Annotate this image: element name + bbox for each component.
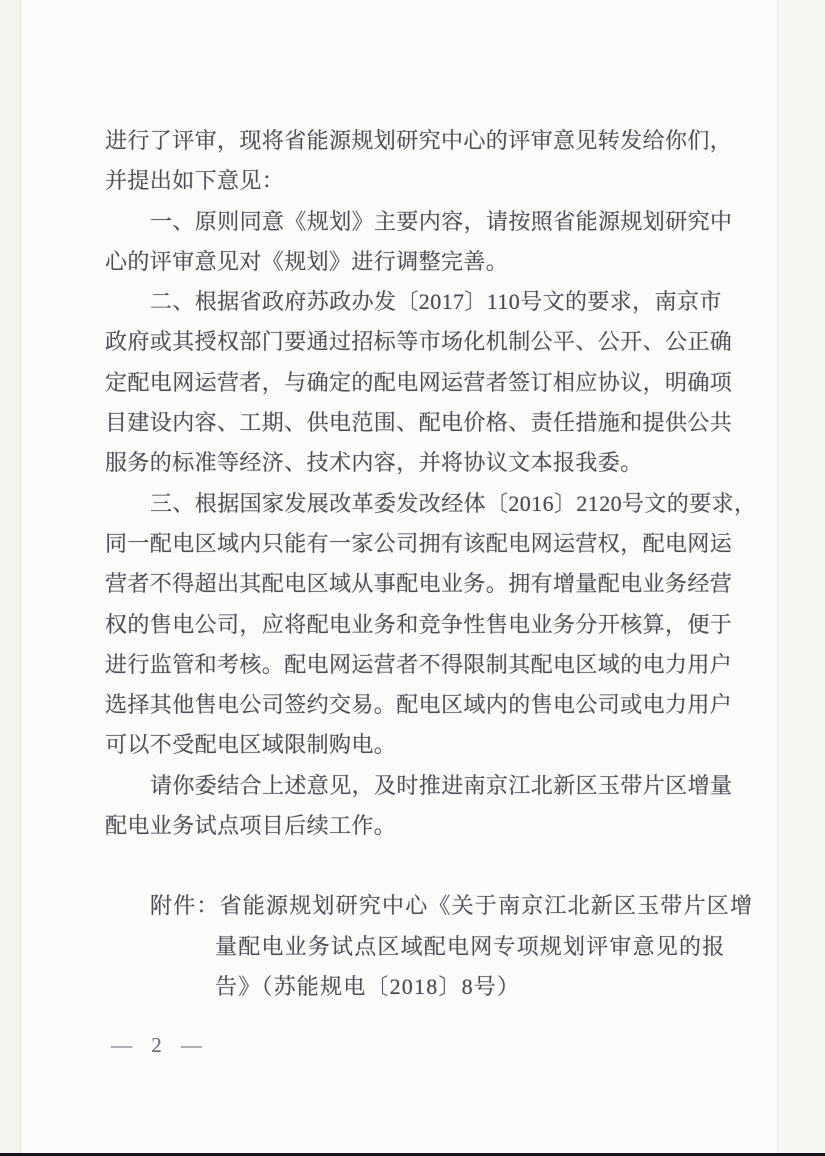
- body-text-line: 二、根据省政府苏政办发〔2017〕110号文的要求，南京市: [150, 289, 722, 315]
- body-text-line: 进行监管和考核。配电网运营者不得限制其配电区域的电力用户: [105, 651, 733, 677]
- scan-right-edge: [778, 0, 825, 1156]
- page-number: — 2 —: [111, 1033, 209, 1057]
- body-text-line: 选择其他售电公司签约交易。配电区域内的售电公司或电力用户: [105, 692, 733, 718]
- body-text-line: 一、原则同意《规划》主要内容，请按照省能源规划研究中: [150, 208, 733, 234]
- attachment-line: 告》（苏能规电〔2018〕8号）: [215, 973, 521, 999]
- attachment-line: 附件：省能源规划研究中心《关于南京江北新区玉带片区增: [150, 893, 754, 919]
- body-text-line: 服务的标准等经济、技术内容，并将协议文本报我委。: [105, 450, 643, 476]
- body-text-line: 配电业务试点项目后续工作。: [105, 813, 397, 839]
- body-text-line: 并提出如下意见：: [105, 168, 285, 194]
- attachment-note: [105, 886, 765, 1007]
- scan-right-edge-line: [777, 0, 778, 1156]
- body-text-line: 心的评审意见对《规划》进行调整完善。: [105, 248, 509, 274]
- body-text-line: 同一配电区域内只能有一家公司拥有该配电网运营权，配电网运: [105, 530, 733, 556]
- body-text-line: 权的售电公司，应将配电业务和竞争性售电业务分开核算，便于: [105, 611, 733, 637]
- body-text-line: 进行了评审，现将省能源规划研究中心的评审意见转发给你们，: [105, 128, 733, 153]
- body-text-line: 定配电网运营者，与确定的配电网运营者签订相应协议，明确项: [105, 369, 733, 395]
- body-text-line: 请你委结合上述意见，及时推进南京江北新区玉带片区增量: [150, 772, 733, 798]
- body-text-line: 可以不受配电区域限制购电。: [105, 732, 397, 758]
- body-text-line: 政府或其授权部门要通过招标等市场化机制公平、公开、公正确: [105, 329, 733, 355]
- document-body: [105, 121, 765, 1007]
- attachment-line: 量配电业务试点区域配电网专项规划评审意见的报: [215, 933, 726, 959]
- body-text-line: 目建设内容、工期、供电范围、配电价格、责任措施和提供公共: [105, 410, 733, 436]
- body-text-line: 营者不得超出其配电区域从事配电业务。拥有增量配电业务经营: [105, 571, 733, 597]
- body-text-line: 三、根据国家发展改革委发改经体〔2016〕2120号文的要求，: [150, 490, 757, 516]
- scan-left-edge: [0, 0, 21, 1156]
